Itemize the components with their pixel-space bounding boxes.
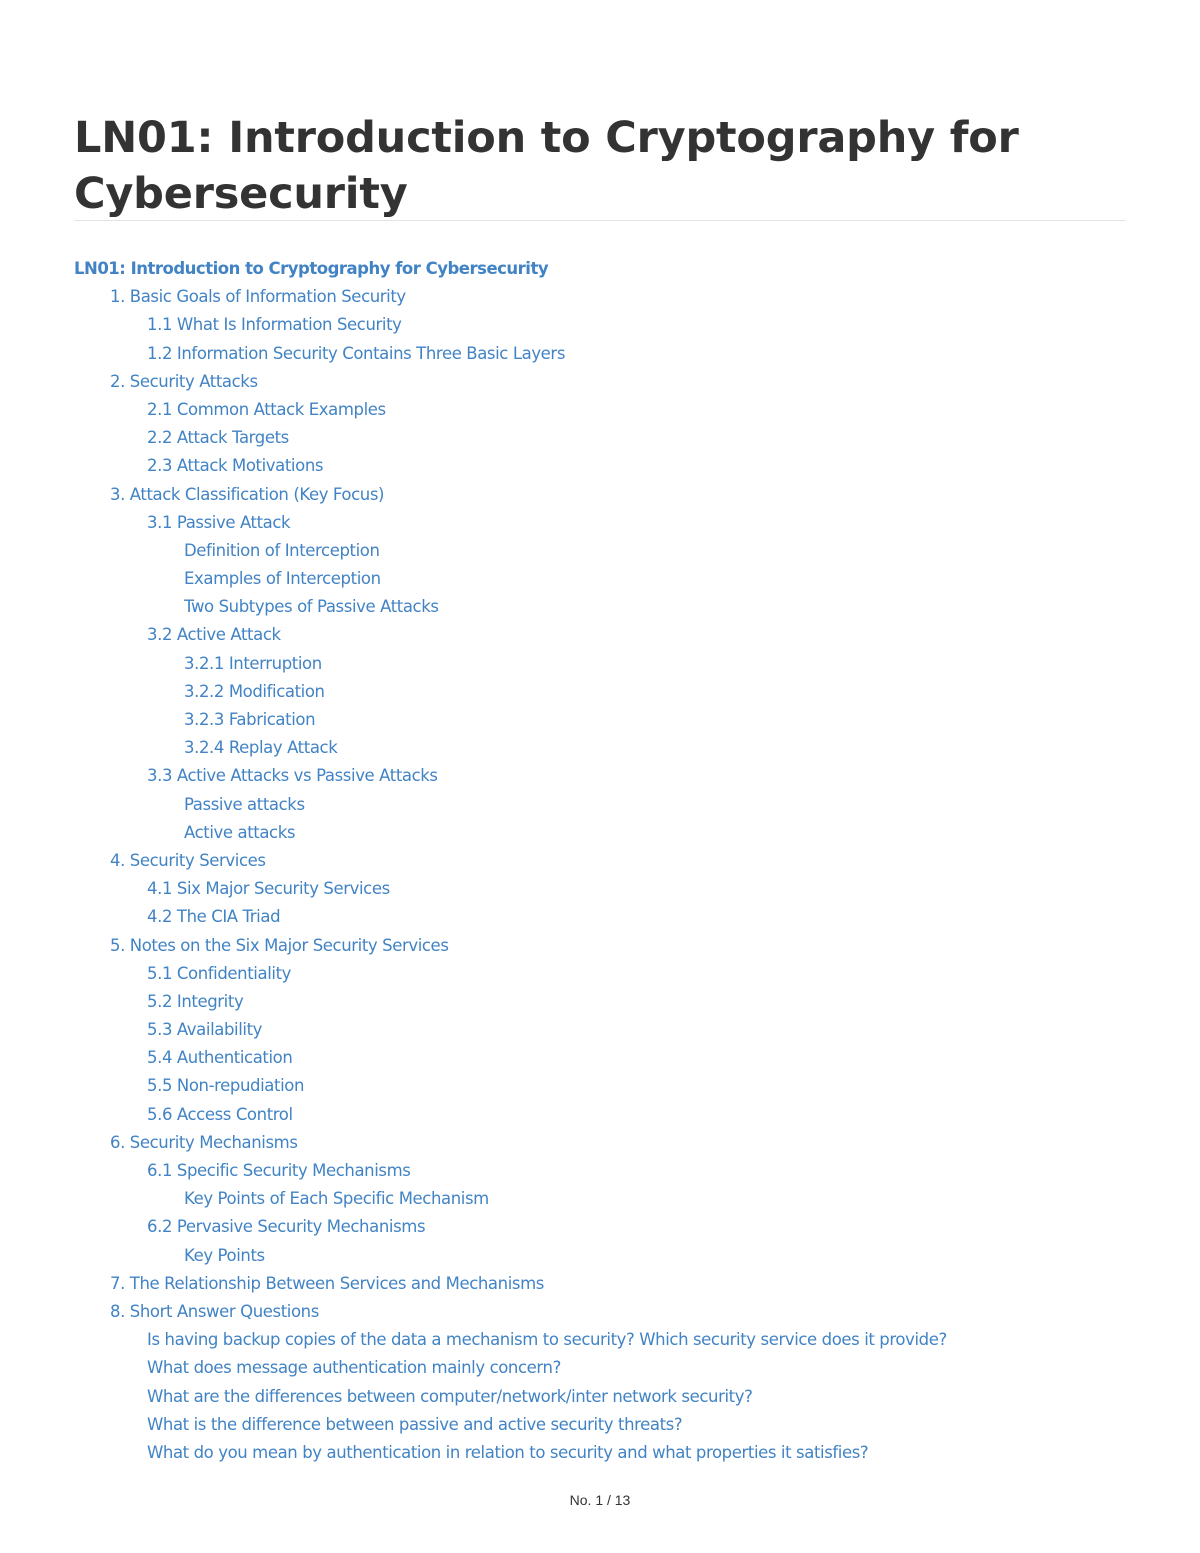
table-of-contents xyxy=(0,255,1200,1467)
toc-link[interactable]: 2.3 Attack Motivations xyxy=(147,456,324,476)
toc-link[interactable]: 1.1 What Is Information Security xyxy=(147,315,402,335)
toc-link[interactable]: Key Points of Each Specific Mechanism xyxy=(184,1189,489,1209)
toc-link[interactable]: Examples of Interception xyxy=(184,569,381,589)
toc-link[interactable]: 3.2.2 Modification xyxy=(184,681,325,701)
toc-link-title[interactable]: LN01: Introduction to Cryptography for Cybersecurity xyxy=(74,259,549,278)
toc-link[interactable]: What are the differences between computer/network/inter network security? xyxy=(147,1386,753,1406)
toc-link[interactable]: 3.1 Passive Attack xyxy=(147,512,291,532)
toc-link[interactable]: 6. Security Mechanisms xyxy=(110,1132,298,1152)
toc-link[interactable]: 6.1 Specific Security Mechanisms xyxy=(147,1161,411,1180)
toc-link[interactable]: Active attacks xyxy=(184,822,296,842)
toc-link[interactable]: 2. Security Attacks xyxy=(110,371,258,391)
toc-link[interactable]: 2.2 Attack Targets xyxy=(147,428,289,448)
toc-link[interactable]: 5.3 Availability xyxy=(147,1020,263,1040)
toc-link[interactable]: 7. The Relationship Between Services and Mechanisms xyxy=(110,1273,544,1293)
toc-link[interactable]: Passive attacks xyxy=(184,794,305,814)
toc-link[interactable]: 5. Notes on the Six Major Security Services xyxy=(110,935,449,955)
toc-link[interactable]: 1.2 Information Security Contains Three Basic Layers xyxy=(147,343,566,363)
toc-link[interactable]: Two Subtypes of Passive Attacks xyxy=(184,597,439,617)
toc-link[interactable]: What is the difference between passive and active security threats? xyxy=(147,1414,683,1434)
toc-link[interactable]: 3.2.3 Fabrication xyxy=(184,710,316,729)
toc-link[interactable]: 5.6 Access Control xyxy=(147,1104,293,1124)
toc-link[interactable]: 4. Security Services xyxy=(110,850,266,870)
toc-link[interactable]: 8. Short Answer Questions xyxy=(110,1301,319,1321)
toc-link[interactable]: 1. Basic Goals of Information Security xyxy=(110,287,406,307)
page-number: No. 1 / 13 xyxy=(569,1492,631,1508)
toc-link[interactable]: What do you mean by authentication in relation to security and what properties it satisfies? xyxy=(147,1442,869,1462)
toc-link[interactable]: 6.2 Pervasive Security Mechanisms xyxy=(147,1217,426,1237)
toc-link[interactable]: 4.2 The CIA Triad xyxy=(147,907,281,927)
toc-link[interactable]: Definition of Interception xyxy=(184,540,380,560)
toc-link[interactable]: 5.2 Integrity xyxy=(147,991,244,1011)
document-title: LN01: Introduction to Cryptography for Cybersecurity xyxy=(74,113,1019,219)
toc-link[interactable]: 3.2.1 Interruption xyxy=(184,653,322,673)
toc-link[interactable]: 5.1 Confidentiality xyxy=(147,963,292,983)
toc-link[interactable]: 5.5 Non-repudiation xyxy=(147,1076,305,1096)
toc-link[interactable]: 4.1 Six Major Security Services xyxy=(147,879,390,899)
title-divider xyxy=(74,220,1126,221)
toc-link[interactable]: What does message authentication mainly concern? xyxy=(147,1358,561,1378)
toc-link[interactable]: 3.3 Active Attacks vs Passive Attacks xyxy=(147,766,438,786)
toc-link[interactable]: 5.4 Authentication xyxy=(147,1048,293,1068)
toc-link[interactable]: 3. Attack Classification (Key Focus) xyxy=(110,484,385,504)
toc-link[interactable]: 2.1 Common Attack Examples xyxy=(147,399,386,419)
toc-link[interactable]: 3.2.4 Replay Attack xyxy=(184,738,338,758)
toc-link[interactable]: Key Points xyxy=(184,1245,265,1265)
toc-link[interactable]: 3.2 Active Attack xyxy=(147,625,281,645)
toc-link[interactable]: Is having backup copies of the data a mechanism to security? Which security service does it provide? xyxy=(147,1330,947,1350)
